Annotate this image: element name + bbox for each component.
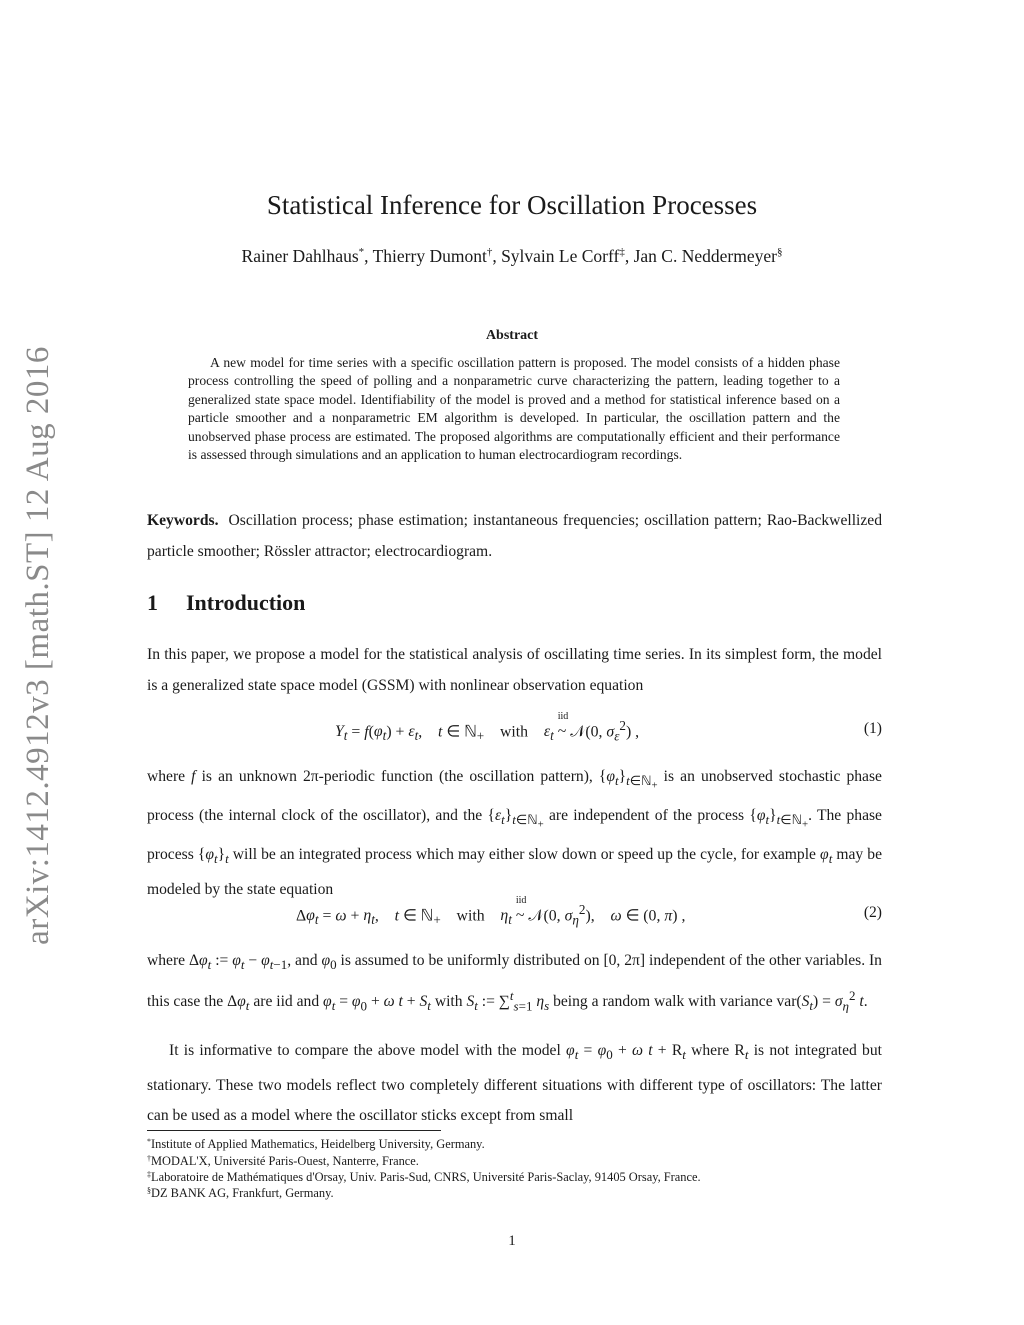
intro-paragraph-2: where f is an unknown 2π-periodic function (the oscillation pattern), $\{\varphi_t\}_{t\in ℕ_+}$ is an unobserved stochastic phase process (the internal clock of the oscillator), and the $\{\varepsilon_t\}_{t\in ℕ_+}$ are independent of the process $\{\varphi_t\}_{t\in ℕ_+}$. The phase process $\{\varphi_t\}_t$ will be an integrated process which may either slow down or speed up the cycle, for example $\varphi_t$ may be modeled by the state equation [147,768,882,899]
text-fragment: is an unknown 2π-periodic function (the oscillation pattern), [201,768,593,785]
equation-2-number: (2) [863,904,882,921]
text-fragment: are independent of the process [549,807,745,825]
footnote-text: DZ BANK AG, Frankfurt, Germany. [151,1186,334,1200]
author-mark: § [776,246,783,259]
author-list: Rainer Dahlhaus*, Thierry Dumont†, Sylvain Le Corff‡, Jan C. Neddermeyer§ [241,246,783,266]
author-mark: ‡ [619,246,625,259]
equation-2: $\Delta\varphi_t = \omega + \eta_t$, t ∈ ℕ$_+$ with $\eta_t$ iid ~ 𝒩(0, $\sigma_\eta^2$), ω ∈ (0, π) , [296,895,686,928]
section-heading [147,590,305,616]
footnote-text: MODAL'X, Université Paris-Ouest, Nanterre, France. [151,1154,419,1168]
keywords [147,506,882,567]
arxiv-sidebar [8,340,68,950]
section-title: Introduction [186,590,306,615]
text-fragment: It is informative to compare the above model with the model [169,1042,561,1059]
author-name: Sylvain Le Corff [501,246,620,266]
abstract-text: A new model for time series with a specific oscillation pattern is proposed. The model consists of a hidden phase process controlling the speed of polling and a nonparametric curve characterizing the pattern, leading together to a generalized state space model. Identifiability of the model is proved and a method for statistical inference based on a particle smoother and a nonparametric EM algorithm is developed. In particular, the oscillation pattern and the unobserved phase process are estimated. The proposed algorithms are computationally efficient and their performance is assessed through simulations and an application to human electrocardiogram recordings. [188,355,840,463]
footnote-mark: ‡ [147,1170,151,1179]
footnote-rule [147,1130,441,1131]
text-fragment: may be modeled by the state equation [147,846,882,899]
author-mark: * [358,246,365,259]
footnote-mark: * [147,1137,151,1146]
text-fragment: is assumed to be uniformly distributed on [0, 2π] independent of the other variables. In this case the [147,952,882,1010]
text-fragment: will be an integrated process which may either slow down or speed up the cycle, for example [232,846,816,864]
text-fragment: where [147,768,186,785]
footnote-mark: † [147,1154,151,1163]
text-fragment: is not integrated but stationary. These two models reflect two completely different situations with different type of oscillators: The latter can be used as a model where the oscillator sticks except from small [147,1042,882,1125]
text-fragment: where [147,952,186,969]
footnote-text: Institute of Applied Mathematics, Heidelberg University, Germany. [151,1137,485,1151]
text-fragment: where [691,1042,730,1059]
equation-1: $Y_t = f(\varphi_t) + \varepsilon_t$, t ∈ ℕ$_+$ with $\varepsilon_t$ iid ~ 𝒩(0, $\sigma_\varepsilon^2$) , [335,711,640,744]
keywords-label: Keywords. [147,512,219,529]
footnote-text: Laboratoire de Mathématiques d'Orsay, Univ. Paris-Sud, CNRS, Université Paris-Saclay, 91405 Orsay, France. [151,1170,701,1184]
footnote [147,1183,334,1202]
text-fragment: is an unobserved stochastic phase process (the internal clock of the oscillator), and the [147,768,882,825]
page-number: 1 [508,1233,516,1249]
text-fragment: with [434,992,463,1010]
footnote [147,1134,485,1153]
intro-paragraph-1: In this paper, we propose a model for the statistical analysis of oscillating time series. In its simplest form, the model is a generalized state space model (GSSM) with nonlinear observation equation [147,646,882,694]
section-number: 1 [147,590,158,615]
text-fragment: . The phase process [147,807,882,864]
arxiv-id: arXiv:1412.4912v3 [math.ST] 12 Aug 2016 [19,345,56,945]
author-name: Jan C. Neddermeyer [633,246,777,266]
author-name: Thierry Dumont [372,246,487,266]
text-fragment: are iid and [253,992,320,1010]
intro-paragraph-4: It is informative to compare the above model with the model $\varphi_t = \varphi_0 + \omega$ $t + R_t$ where $R_t$ is not integrated but stationary. These two models reflect two completely different situations with different type of oscillators: The latter can be used as a model where the oscillator sticks except from small [147,1042,882,1125]
footnote-mark: § [147,1186,151,1195]
keywords-text: Oscillation process; phase estimation; instantaneous frequencies; oscillation pattern; Rao-Backwellized particle smoother; Rössler attractor; electrocardiogram. [147,512,883,560]
abstract-heading: Abstract [485,328,539,343]
paper-title: Statistical Inference for Oscillation Processes [266,190,758,220]
equation-1-number: (1) [863,720,882,737]
intro-paragraph-3: where $\Delta\varphi_t$ := $\varphi_t - \varphi_{t-1}$, and $\varphi_0$ is assumed to be uniformly distributed on [0, 2π] independent of the other variables. In this case the $\Delta\varphi_t$ are iid and $\varphi_t = \varphi_0 + \omega$ $t + S_t$ with $S_t$ := ∑$^t_{s=1}$ $\eta_s$ being a random walk with variance $var(S_t) = \sigma_\eta^2$ t. [147,952,882,1013]
author-mark: † [486,246,493,259]
author-name: Rainer Dahlhaus [241,246,359,266]
text-fragment: , and [287,952,318,969]
text-fragment: being a random walk with variance [553,992,773,1010]
